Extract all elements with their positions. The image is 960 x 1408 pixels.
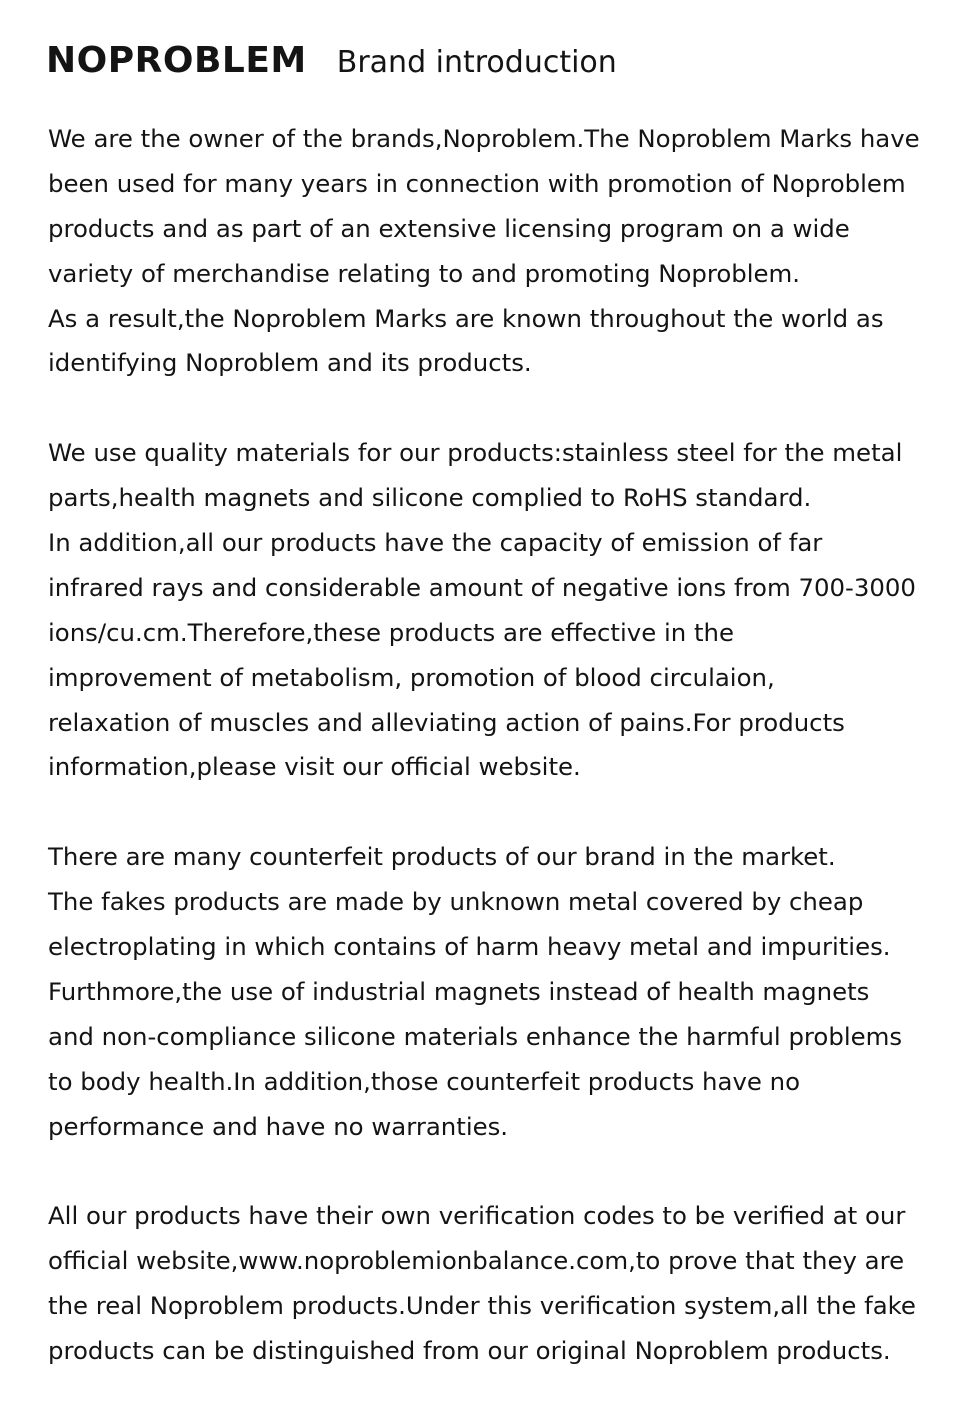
text-line: electroplating in which contains of harm heavy metal and impurities.	[48, 932, 891, 962]
paragraph-brand-ownership	[48, 117, 928, 386]
text-line: information,please visit our official website.	[48, 752, 581, 782]
text-line: infrared rays and considerable amount of negative ions from 700-3000	[48, 572, 916, 602]
text-line: Furthmore,the use of industrial magnets instead of health magnets	[48, 976, 870, 1006]
text-line: variety of merchandise relating to and promoting Noproblem.	[48, 258, 801, 288]
text-line: and non-compliance silicone materials enhance the harmful problems	[48, 1021, 903, 1051]
paragraph-spacer	[48, 1149, 928, 1194]
text-line: the real Noproblem products.Under this verification system,all the fake	[48, 1291, 916, 1321]
text-line: As a result,the Noproblem Marks are known throughout the world as	[48, 303, 884, 333]
paragraph-materials	[48, 431, 928, 790]
paragraph-verification	[48, 1194, 928, 1374]
text-line: to body health.In addition,those counterfeit products have no	[48, 1066, 801, 1096]
page-title: Brand introduction	[336, 45, 617, 80]
paragraph-counterfeits	[48, 835, 928, 1149]
brand-introduction-text	[48, 117, 928, 1374]
text-line: improvement of metabolism, promotion of blood circulaion,	[48, 662, 775, 692]
text-line: products and as part of an extensive licensing program on a wide	[48, 213, 850, 243]
text-line: We are the owner of the brands,Noproblem.The Noproblem Marks have	[48, 124, 920, 153]
text-line: been used for many years in connection with promotion of Noproblem	[48, 168, 906, 198]
text-line: ions/cu.cm.Therefore,these products are effective in the	[48, 617, 734, 647]
brand-name: NOPROBLEM	[46, 40, 307, 81]
paragraph-spacer	[48, 790, 928, 835]
text-line: We use quality materials for our products:stainless steel for the metal	[48, 438, 903, 468]
text-line: official website,www.noproblemionbalance.com,to prove that they are	[48, 1246, 905, 1276]
text-line: The fakes products are made by unknown metal covered by cheap	[48, 887, 864, 917]
text-line: All our products have their own verification codes to be verified at our	[48, 1201, 906, 1231]
text-line: relaxation of muscles and alleviating action of pains.For products	[48, 707, 845, 737]
text-line: There are many counterfeit products of our brand in the market.	[48, 842, 836, 872]
text-line: identifying Noproblem and its products.	[48, 348, 532, 378]
text-line: parts,health magnets and silicone complied to RoHS standard.	[48, 483, 812, 513]
text-line: performance and have no warranties.	[48, 1111, 509, 1141]
text-line: products can be distinguished from our original Noproblem products.	[48, 1336, 891, 1366]
paragraph-spacer	[48, 386, 928, 431]
page-header	[46, 40, 617, 81]
text-line: In addition,all our products have the capacity of emission of far	[48, 528, 823, 558]
